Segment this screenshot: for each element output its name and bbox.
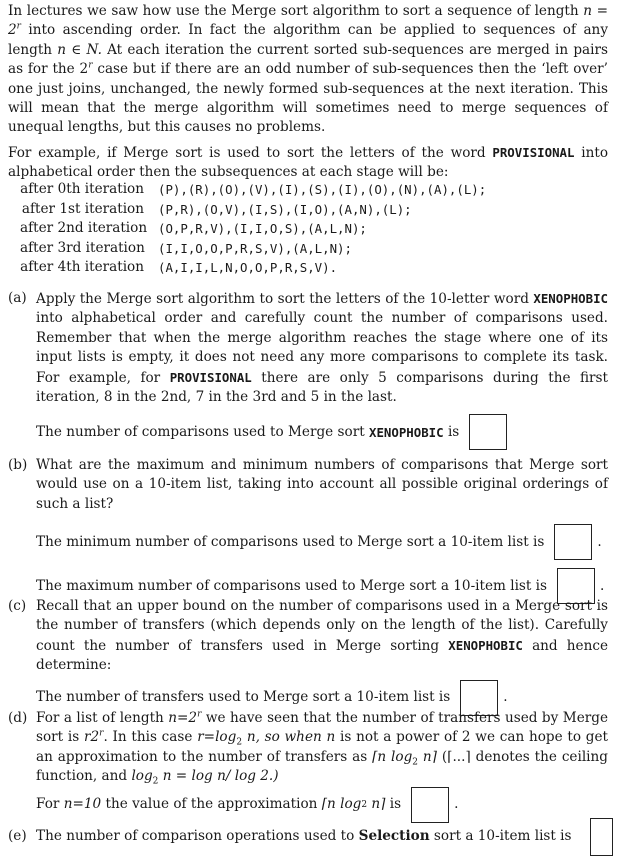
iteration-value: (O,P,R,V),(I,I,O,S),(A,L,N); — [158, 221, 367, 237]
question-letter: (d) — [8, 710, 28, 726]
answer-line-b-max: The maximum number of comparisons used to Merge sort a 10-item list is . — [36, 568, 613, 604]
intro-text-1b: into ascending order. In fact the algorithm can be applied to sequences of any length — [8, 22, 608, 58]
target-word: XENOPHOBIC — [533, 291, 608, 306]
iteration-row — [20, 219, 486, 239]
question-b-text: What are the maximum and minimum numbers of comparisons that Merge sort would use on a 10-item list, taking into account all possible original orderings of such a list? — [36, 457, 608, 512]
answer-label: The number of comparisons used to Merge sort — [36, 423, 365, 440]
question-c — [8, 597, 613, 716]
intro-paragraph-1 — [8, 2, 608, 138]
iteration-row — [20, 258, 486, 278]
intro-text-2b: into alphabetical order then the subsequences at each stage will be: — [8, 145, 608, 181]
question-letter: (e) — [8, 828, 27, 845]
answer-box-b-min[interactable] — [554, 524, 592, 560]
iteration-value: (I,I,O,O,P,R,S,V),(A,L,N); — [158, 240, 352, 256]
n-in-naturals: n ∈ N. — [57, 41, 102, 58]
intro-text-2a: For example, if Merge sort is used to sort the letters of the word — [8, 145, 486, 161]
answer-label: The maximum number of comparisons used to Merge sort a 10-item list is — [36, 577, 548, 594]
target-word: XENOPHOBIC — [448, 637, 523, 653]
answer-box-e[interactable] — [590, 818, 613, 856]
answer-label: The minimum number of comparisons used to Merge sort a 10-item list is — [36, 533, 545, 550]
iteration-value: (P,R),(O,V),(I,S),(I,O),(A,N),(L); — [158, 201, 412, 217]
iteration-label: after 1st iteration — [21, 200, 144, 217]
iteration-label: after 2nd iteration — [20, 220, 148, 237]
answer-box-a[interactable] — [469, 414, 507, 450]
iteration-value: (P),(R),(O),(V),(I),(S),(I),(O),(N),(A),(L); — [158, 182, 487, 198]
question-b — [8, 456, 613, 604]
intro-text-1d: At each iteration the current sorted sub-sequences are merged in pairs as for the — [8, 41, 608, 78]
iteration-label: after 3rd iteration — [20, 239, 145, 256]
iteration-row — [20, 239, 486, 259]
power-case: 2$^r$ — [79, 60, 93, 78]
answer-line-b-min: The minimum number of comparisons used to Merge sort a 10-item list is . — [36, 524, 613, 560]
question-d-text: For a list of length $n=2^r$ we have seen that the number of transfers used by Merge sort is r2$^r$. In this case $r=\log_2$ n, so when n is not a power of 2 we can hope to get an approximation to the number of transfers as ⌈n $\log_2$ n⌉ (⌈...⌉ denotes the ceiling function, and $\log_2 n = \log n/$ log 2.) — [36, 709, 609, 787]
iteration-value: (A,I,I,L,N,O,O,P,R,S,V). — [158, 260, 338, 276]
intro-paragraph-2 — [8, 143, 608, 183]
question-c-text: Recall that an upper bound on the number of comparisons used in a Merge sort is the number of transfers (which depends only on the length of the list). Carefully count the number of transfers used in Merge sorting XENOPHOBIC and hence determine: — [36, 598, 608, 674]
question-letter: (c) — [8, 598, 27, 614]
answer-line-d: For n=10 the value of the approximation ⌈n log 2 n⌉ is . — [36, 787, 613, 823]
question-d — [8, 709, 613, 823]
answer-label: The number of transfers used to Merge sort a 10-item list is — [36, 688, 451, 705]
iteration-label: after 0th iteration — [20, 181, 144, 198]
answer-line-a: The number of comparisons used to Merge sort XENOPHOBIC is — [36, 414, 613, 450]
iteration-row — [20, 200, 486, 220]
answer-line-c: The number of transfers used to Merge sort a 10-item list is . — [36, 680, 613, 716]
question-letter: (b) — [8, 457, 28, 473]
iteration-row — [20, 180, 486, 200]
intro-text-1a: In lectures we saw how use the Merge sort algorithm to sort a sequence of length — [8, 3, 579, 19]
intro-text-1f: case but if there are an odd number of sub-sequences then the ‘left over’ one just joins, unchanged, the newly formed sub-sequences at the next iteration. This will mean that the merge algorithm will sometimes need to merge sequences of unequal lengths, but this causes no problems. — [8, 61, 609, 136]
answer-line-e: (e) The number of comparison operations used to Selection sort a 10-item list is — [8, 818, 613, 856]
question-letter: (a) — [8, 290, 27, 306]
selection-keyword: Selection — [358, 828, 430, 845]
question-a-text: Apply the Merge sort algorithm to sort the letters of the 10-letter word XENOPHOBIC into alphabetical order and carefully count the number of comparisons used. Remember that when the merge algorithm reaches the stage where one of its input lists is empty, it does not need any more comparisons to complete its task. For example, for PROVISIONAL there are only 5 comparisons during the first iteration, 8 in the 2nd, 7 in the 3rd and 5 in the last. — [36, 291, 608, 406]
iteration-label: after 4th iteration — [20, 259, 144, 276]
example-word: PROVISIONAL — [169, 369, 252, 385]
question-e — [8, 818, 613, 856]
iteration-list — [20, 180, 486, 278]
question-a — [8, 289, 613, 450]
length-formula: $n = 2^r$ — [8, 3, 608, 39]
target-word: XENOPHOBIC — [369, 424, 444, 440]
example-word: PROVISIONAL — [492, 145, 575, 160]
